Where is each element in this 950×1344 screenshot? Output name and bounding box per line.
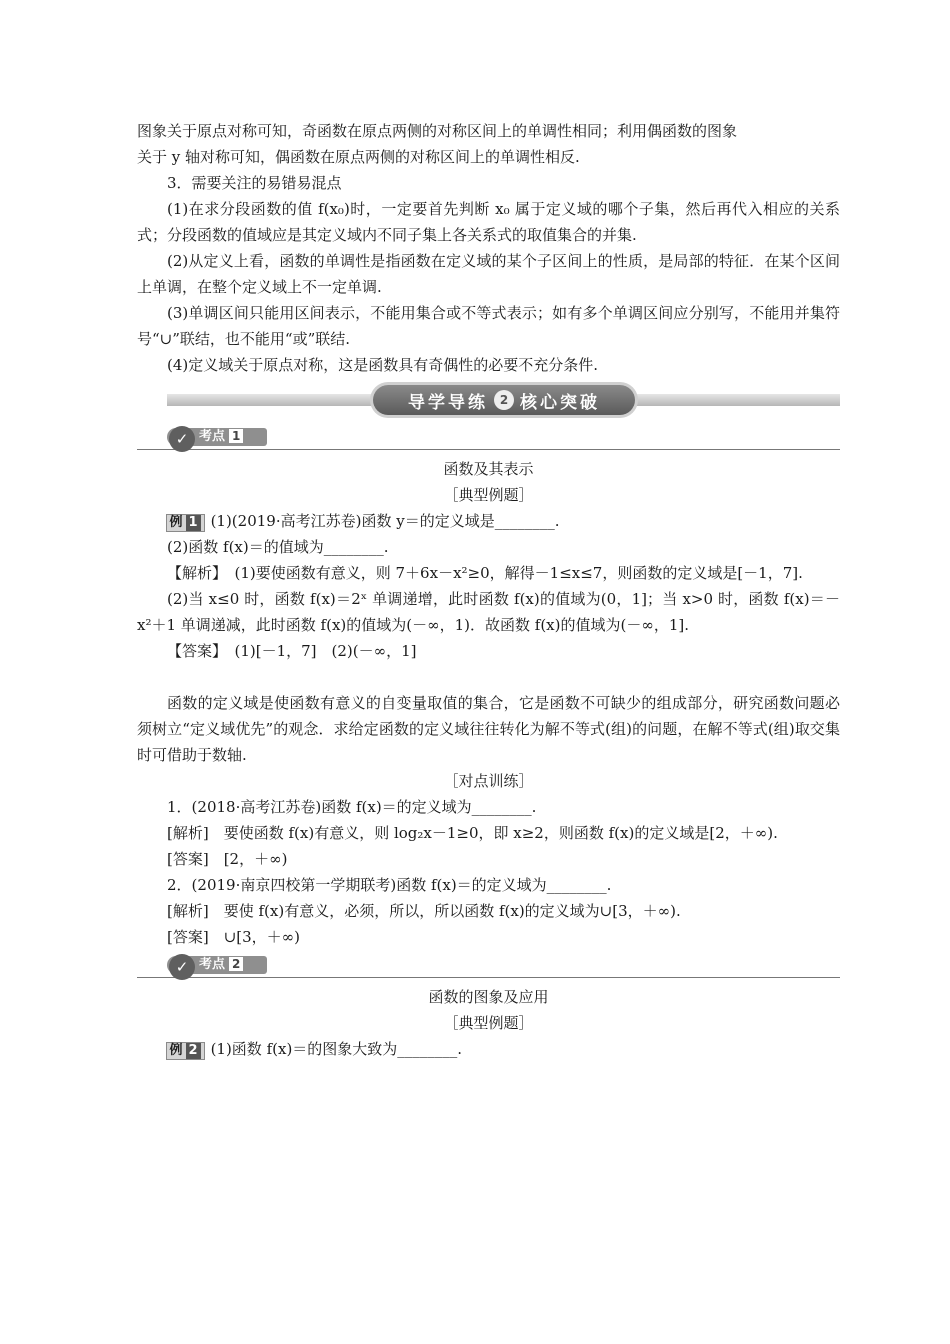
point-2: (2)从定义上看，函数的单调性是指函数在定义域的某个子区间上的性质，是局部的特征．在某个区间上单调，在整个定义域上不一定单调. xyxy=(137,252,840,296)
training-1-answer: [答案] [2，＋∞) xyxy=(167,850,288,868)
kaodian-1-header xyxy=(137,426,840,452)
check-icon: ✓ xyxy=(169,426,195,452)
intro-line-1: 图象关于原点对称可知，奇函数在原点两侧的对称区间上的单调性相同；利用偶函数的图象 xyxy=(137,122,738,140)
section-2-title: 函数的图象及应用 xyxy=(428,988,549,1006)
point-3: (3)单调区间只能用区间表示，不能用集合或不等式表示；如有多个单调区间应分别写，不能用并集符号“∪”联结，也不能用“或”联结. xyxy=(137,304,840,348)
training-1-question: 1．(2018·高考江苏卷)函数 f(x)＝的定义域为________. xyxy=(167,798,537,816)
banner-right-text: 核心突破 xyxy=(520,392,600,413)
typical-examples-label-2: ［典型例题］ xyxy=(443,1014,534,1032)
example-1-q2: (2)函数 f(x)＝的值域为________. xyxy=(167,538,389,556)
example-1-solution-2: (2)当 x≤0 时，函数 f(x)＝2ˣ 单调递增，此时函数 f(x)的值域为(0，1]；当 x>0 时，函数 f(x)＝－x²＋1 单调递减，此时函数 f(x)的值域为(－∞，1)．故函数 f(x)的值域为(－∞，1]. xyxy=(137,590,840,634)
example-2-badge: 例 2 xyxy=(166,1042,205,1060)
training-label: ［对点训练］ xyxy=(443,772,534,790)
banner-left-text: 导学导练 xyxy=(408,392,488,413)
check-icon: ✓ xyxy=(169,954,195,980)
kaodian-1-tag: 考点 1 xyxy=(167,428,267,446)
point-4: (4)定义域关于原点对称，这是函数具有奇偶性的必要不充分条件. xyxy=(167,356,599,374)
example-1-answer: 【答案】 (1)[－1，7] (2)(－∞，1] xyxy=(167,642,417,660)
method-note: 函数的定义域是使函数有意义的自变量取值的集合，它是函数不可缺少的组成部分，研究函数问题必须树立“定义域优先”的观念．求给定函数的定义域往往转化为解不等式(组)的问题，在解不等式(组)取交集时可借助于数轴. xyxy=(137,694,840,764)
example-2-q1: 例 2 (1)函数 f(x)＝的图象大致为________. xyxy=(166,1036,841,1062)
training-2-solution: [解析] 要使 f(x)有意义，必须，所以，所以函数 f(x)的定义域为∪[3，＋∞). xyxy=(167,902,681,920)
example-1-solution-1: 【解析】 (1)要使函数有意义，则 7＋6x－x²≥0，解得－1≤x≤7，则函数的定义域是[－1，7]. xyxy=(167,564,803,582)
training-1-solution: [解析] 要使函数 f(x)有意义，则 log₂x－1≥0，即 x≥2，则函数 f(x)的定义域是[2，＋∞). xyxy=(167,824,778,842)
example-1-badge: 例 1 xyxy=(166,514,205,532)
training-2-question: 2．(2019·南京四校第一学期联考)函数 f(x)＝的定义域为________. xyxy=(167,876,612,894)
intro-line-2: 关于 y 轴对称可知，偶函数在原点两侧的对称区间上的单调性相反. xyxy=(137,148,580,166)
example-1-q1: 例 1 (1)(2019·高考江苏卷)函数 y＝的定义域是________. xyxy=(166,508,841,534)
training-2-answer: [答案] ∪[3，＋∞) xyxy=(167,928,301,946)
section-1-title: 函数及其表示 xyxy=(443,460,534,478)
kaodian-2-tag: 考点 2 xyxy=(167,956,267,974)
point-1: (1)在求分段函数的值 f(x₀)时，一定要首先判断 x₀ 属于定义域的哪个子集，然后再代入相应的关系式；分段函数的值域应是其定义域内不同子集上各关系式的取值集合的并集. xyxy=(137,200,840,244)
section-banner xyxy=(137,384,840,418)
item3-title: 3．需要关注的易错易混点 xyxy=(167,174,342,192)
kaodian-2-header xyxy=(137,954,840,980)
banner-number-icon: 2 xyxy=(494,390,514,410)
banner-pill xyxy=(373,385,635,415)
typical-examples-label: ［典型例题］ xyxy=(443,486,534,504)
document-page xyxy=(137,118,840,1062)
